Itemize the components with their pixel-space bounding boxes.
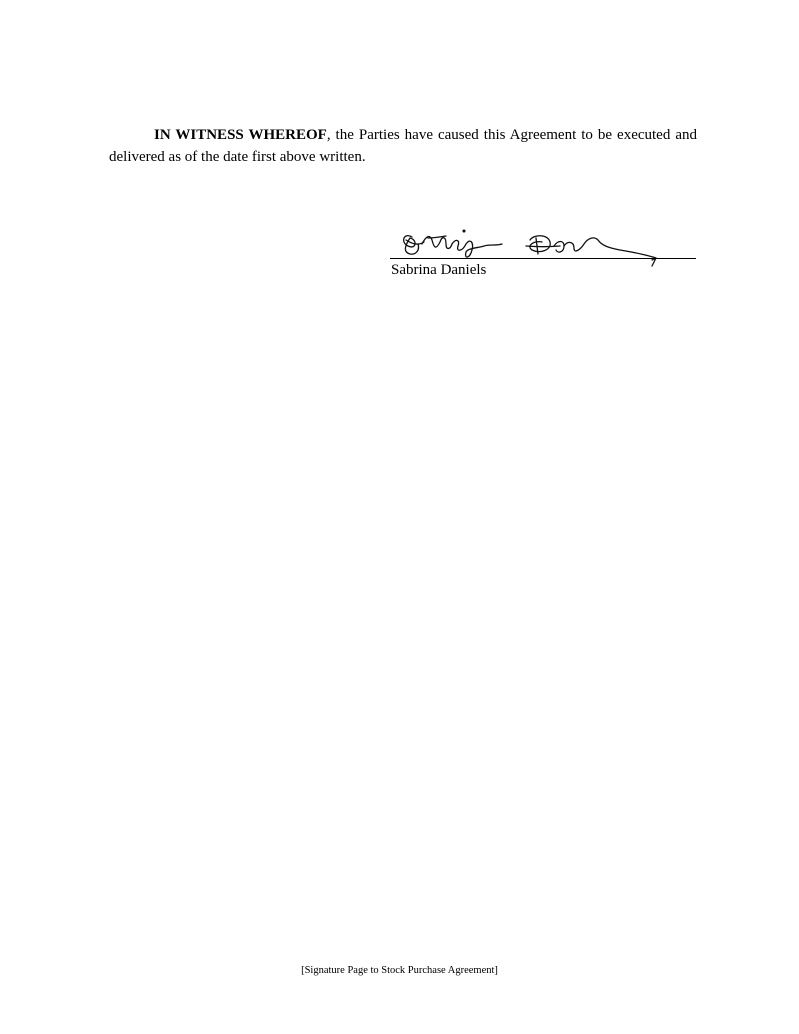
witness-lead: IN WITNESS WHEREOF: [154, 127, 327, 143]
signer-name: Sabrina Daniels: [391, 262, 487, 278]
witness-text: , the Parties have caused this Agreement to be executed and delivered as of the date first above written.: [109, 127, 697, 165]
signature-line: [390, 258, 696, 259]
signature-block: [388, 220, 698, 282]
witness-clause: [109, 124, 697, 168]
signature-page-caption: [Signature Page to Stock Purchase Agreement]: [301, 965, 498, 976]
